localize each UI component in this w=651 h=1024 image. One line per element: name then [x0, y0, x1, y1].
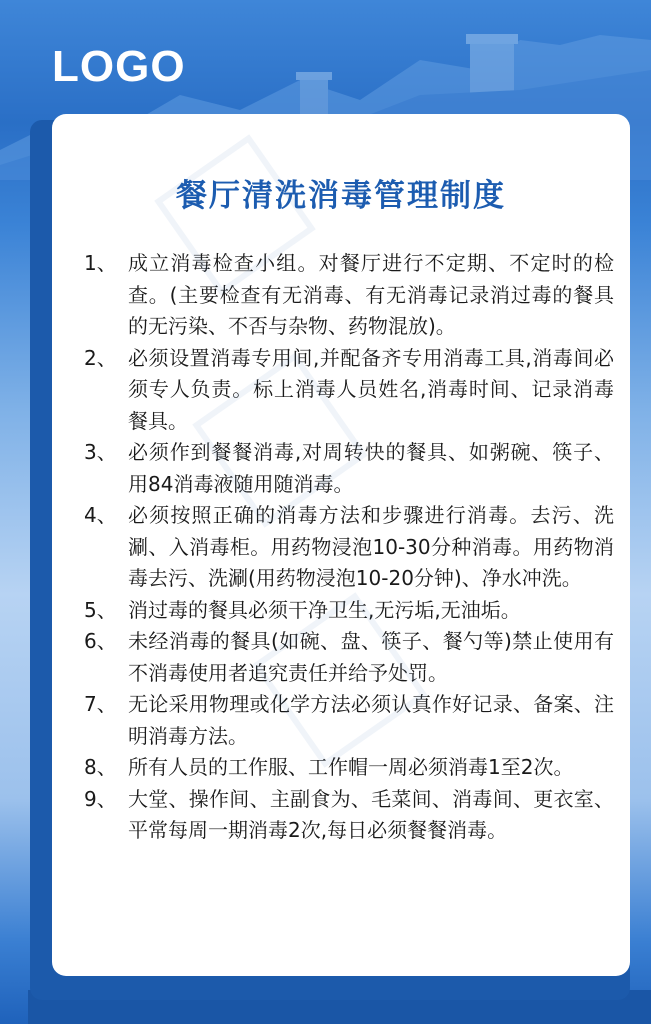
rule-number: 1、	[84, 251, 117, 275]
rule-text: 成立消毒检查小组。对餐厅进行不定期、不定时的检查。(主要检查有无消毒、有无消毒记录消过毒的餐具的无污染、不否与杂物、药物混放)。	[128, 251, 614, 338]
rule-text: 必须按照正确的消毒方法和步骤进行消毒。去污、洗涮、入消毒柜。用药物浸泡10-30分种消毒。用药物消毒去污、洗涮(用药物浸泡10-20分钟)、净水冲洗。	[128, 503, 614, 590]
rule-number: 7、	[84, 692, 117, 716]
rule-number: 4、	[84, 503, 117, 527]
rule-item	[84, 626, 614, 689]
rule-text: 大堂、操作间、主副食为、毛菜间、消毒间、更衣室、平常每周一期消毒2次,每日必须餐餐消毒。	[128, 786, 614, 842]
rule-number: 9、	[84, 786, 117, 811]
logo-text: LOGO	[52, 42, 186, 91]
rule-text: 所有人员的工作服、工作帽一周必须消毒1至2次。	[128, 755, 574, 779]
rule-text: 必须设置消毒专用间,并配备齐专用消毒工具,消毒间必须专人负责。标上消毒人员姓名,消毒时间、记录消毒餐具。	[128, 345, 614, 433]
rule-number: 5、	[84, 597, 117, 622]
page-title: 餐厅清洗消毒管理制度	[176, 178, 506, 214]
rule-text: 必须作到餐餐消毒,对周转快的餐具、如粥碗、筷子、用84消毒液随用随消毒。	[128, 440, 614, 496]
rule-item	[84, 784, 614, 847]
rule-number: 3、	[84, 440, 117, 464]
content-panel	[52, 114, 630, 976]
rule-item	[84, 595, 614, 627]
rule-item	[84, 689, 614, 752]
rule-number: 2、	[84, 345, 117, 370]
rule-item	[84, 343, 614, 438]
rule-item	[84, 500, 614, 595]
rules-list	[84, 248, 614, 847]
rule-number: 8、	[84, 755, 117, 779]
rule-text: 未经消毒的餐具(如碗、盘、筷子、餐勺等)禁止使用有不消毒使用者追究责任并给予处罚。	[128, 629, 614, 685]
rule-item	[84, 248, 614, 343]
rule-item	[84, 437, 614, 500]
rule-text: 无论采用物理或化学方法必须认真作好记录、备案、注明消毒方法。	[128, 692, 614, 748]
rule-number: 6、	[84, 629, 117, 653]
rule-item	[84, 752, 614, 784]
rule-text: 消过毒的餐具必须干净卫生,无污垢,无油垢。	[128, 597, 521, 622]
